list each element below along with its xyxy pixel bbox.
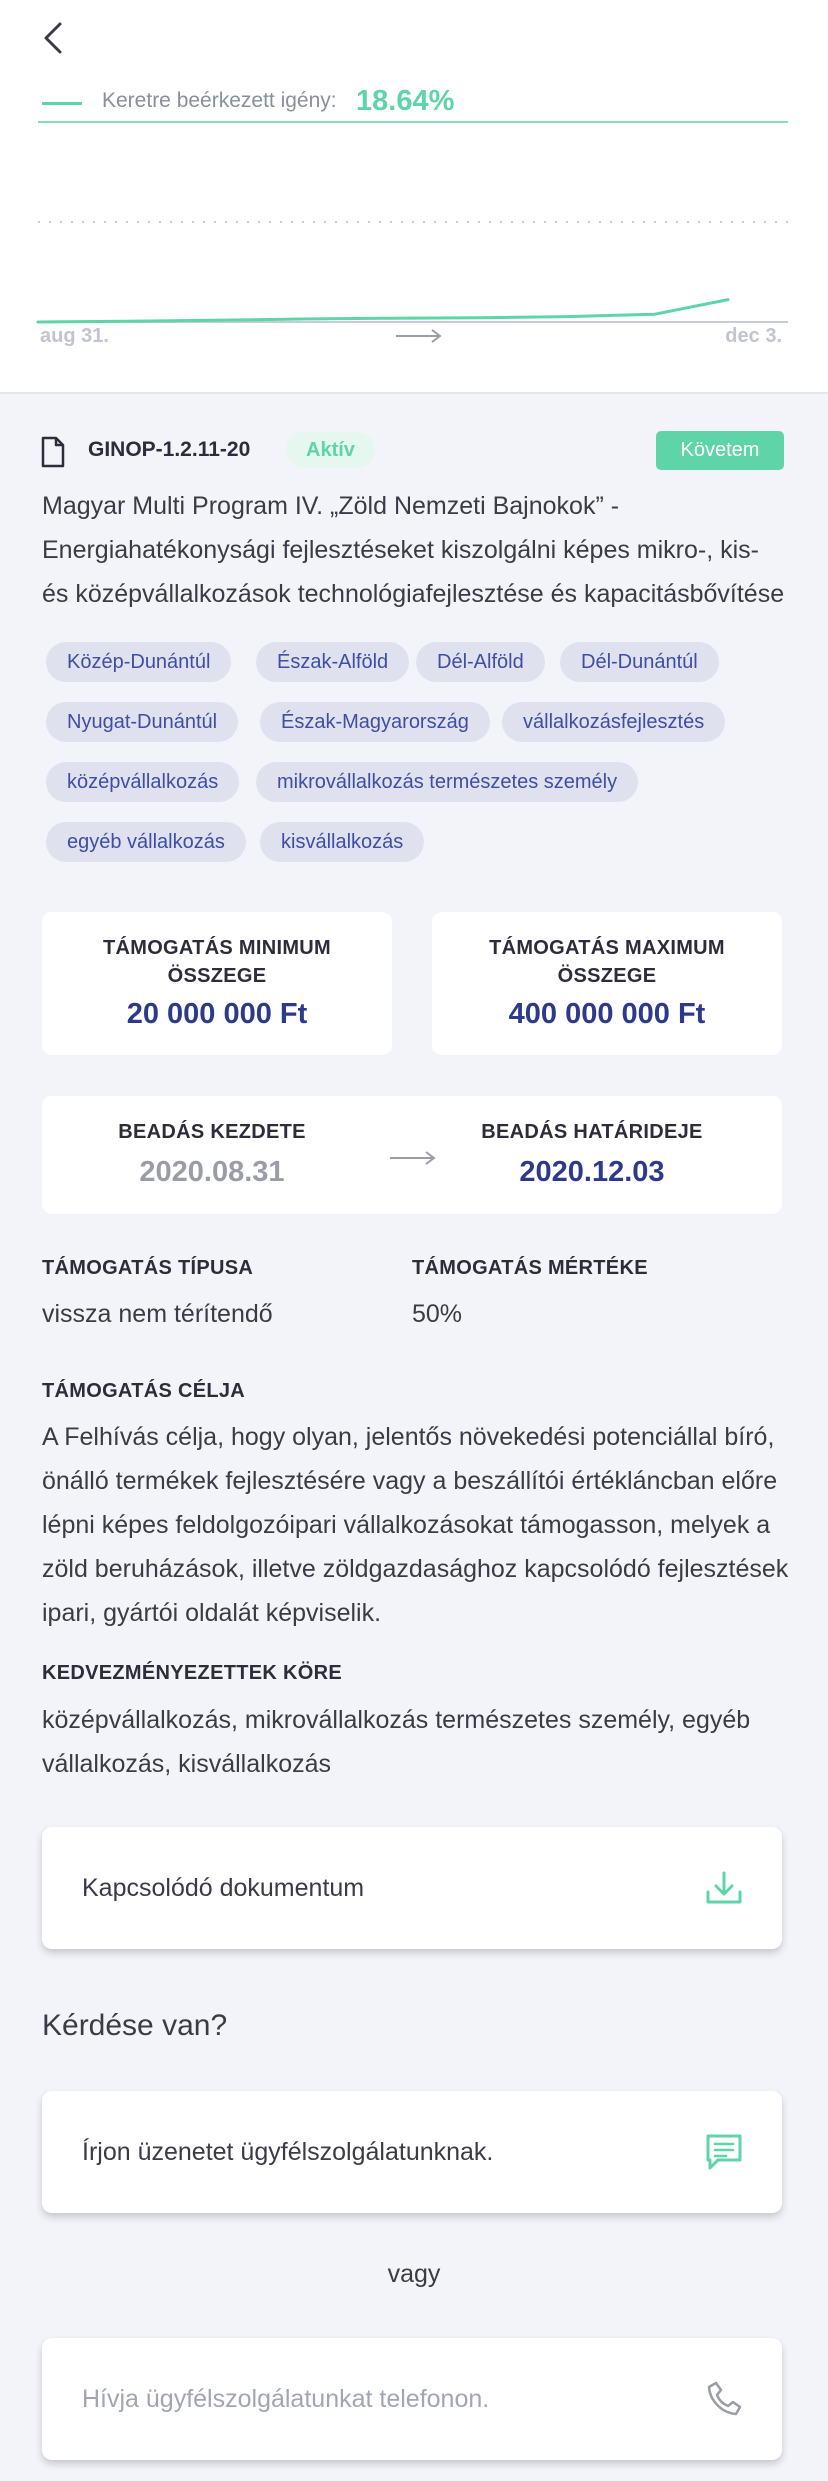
max-amount-label: TÁMOGATÁS MAXIMUM ÖSSZEGE <box>489 937 725 987</box>
document-icon <box>40 436 66 468</box>
tag: mikrovállalkozás természetes személy <box>256 762 638 802</box>
tag: Közép-Dunántúl <box>46 642 231 682</box>
back-button[interactable] <box>38 18 68 58</box>
start-date-block <box>102 1118 322 1189</box>
phone-icon <box>704 2379 744 2419</box>
tag: Nyugat-Dunántúl <box>46 702 238 742</box>
question-heading: Kérdése van? <box>42 2009 228 2042</box>
x-axis-start: aug 31. <box>40 325 109 347</box>
or-separator: vagy <box>387 2260 441 2288</box>
end-date-label: BEADÁS HATÁRIDEJE <box>481 1121 703 1143</box>
max-amount-value: 400 000 000 Ft <box>508 998 706 1030</box>
support-rate-value: 50% <box>412 1300 463 1328</box>
message-support-label: Írjon üzenetet ügyfélszolgálatunknak. <box>82 2138 494 2166</box>
legend-swatch <box>42 102 82 105</box>
legend-value: 18.64% <box>356 85 455 117</box>
start-date-value: 2020.08.31 <box>139 1156 285 1188</box>
end-date-block <box>462 1118 722 1189</box>
download-icon <box>704 1868 744 1908</box>
related-document-label: Kapcsolódó dokumentum <box>82 1874 365 1902</box>
phone-support-button[interactable] <box>42 2338 782 2460</box>
support-goal-value: A Felhívás célja, hogy olyan, jelentős növekedési potenciállal bíró, önálló termékek fejlesztésére vagy a beszállítói értékláncban előre lépni képes feldolgozóipari vállalkozásokat támogasson, melyek a zöld beruházások, illetve zöldgazdasághoz kapcsolódó fejlesztések ipari, gyártói oldalát képviselik. <box>42 1423 789 1627</box>
chat-icon <box>704 2132 744 2172</box>
tag: Dél-Dunántúl <box>560 642 719 682</box>
tag: Dél-Alföld <box>416 642 545 682</box>
beneficiaries-label: KEDVEZMÉNYEZETTEK KÖRE <box>42 1662 342 1684</box>
min-amount-value: 20 000 000 Ft <box>126 998 308 1030</box>
support-goal-label: TÁMOGATÁS CÉLJA <box>42 1380 246 1402</box>
end-date-value: 2020.12.03 <box>519 1156 665 1188</box>
grant-title: Magyar Multi Program IV. „Zöld Nemzeti Bajnokok” - Energiahatékonysági fejlesztéseket kiszolgálni képes mikro-, kis- és középvállalkozások technológiafejlesztése és kapacitásbővítése <box>42 492 785 608</box>
beneficiaries-value: középvállalkozás, mikrovállalkozás természetes személy, egyéb vállalkozás, kisvállalkozás <box>42 1706 751 1778</box>
follow-button[interactable]: Követem <box>656 431 784 470</box>
support-type-value: vissza nem térítendő <box>42 1300 273 1328</box>
start-date-label: BEADÁS KEZDETE <box>118 1121 306 1143</box>
chevron-left-icon <box>38 18 68 58</box>
legend-label: Keretre beérkezett igény: <box>102 89 337 112</box>
status-badge: Aktív <box>286 432 375 468</box>
max-amount-card <box>432 912 782 1055</box>
tag: Észak-Magyarország <box>260 702 490 742</box>
phone-support-label: Hívja ügyfélszolgálatunkat telefonon. <box>82 2385 490 2413</box>
series-line <box>38 300 728 322</box>
x-axis-end: dec 3. <box>725 325 782 347</box>
tag: középvállalkozás <box>46 762 239 802</box>
related-document-button[interactable] <box>42 1827 782 1949</box>
tag: kisvállalkozás <box>260 822 424 862</box>
min-amount-label: TÁMOGATÁS MINIMUM ÖSSZEGE <box>102 937 332 987</box>
min-amount-card <box>42 912 392 1055</box>
tag: egyéb vállalkozás <box>46 822 246 862</box>
arrow-right-icon <box>388 1148 438 1168</box>
message-support-button[interactable] <box>42 2091 782 2213</box>
chart-plot <box>0 110 828 325</box>
grant-code: GINOP-1.2.11-20 <box>88 438 251 461</box>
arrow-right-icon <box>394 326 444 346</box>
chart-panel <box>0 0 828 394</box>
support-rate-label: TÁMOGATÁS MÉRTÉKE <box>412 1257 648 1279</box>
tag: Észak-Alföld <box>256 642 409 682</box>
tag: vállalkozásfejlesztés <box>502 702 725 742</box>
dates-card <box>42 1096 782 1214</box>
support-type-label: TÁMOGATÁS TÍPUSA <box>42 1257 254 1279</box>
